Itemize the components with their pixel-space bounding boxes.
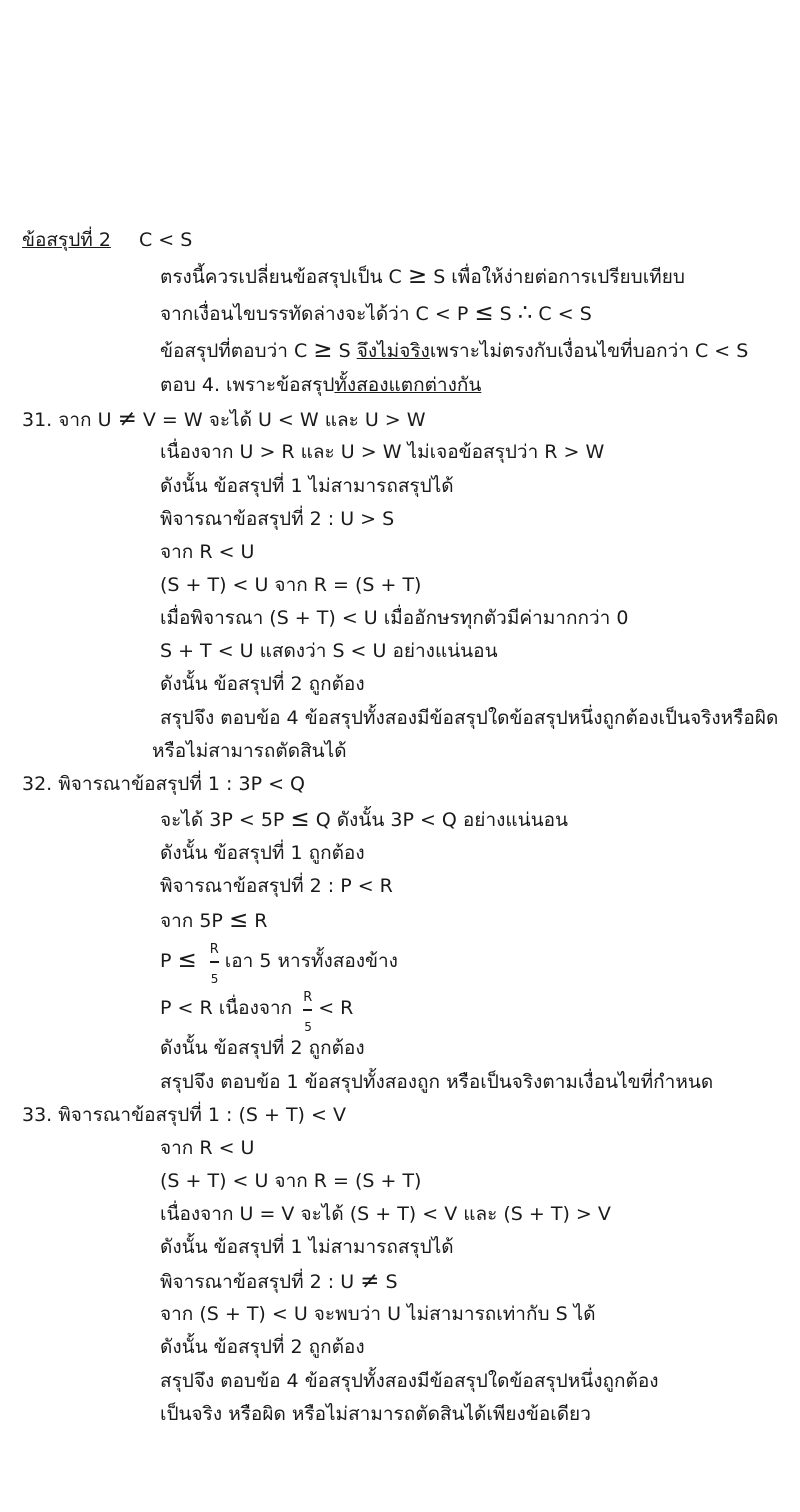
q31-line-7: S + T < U แสดงว่า S < U อย่างแน่นอน <box>160 640 498 662</box>
q33-line-5 <box>160 1267 398 1296</box>
underlined-text: จึงไม่จริง <box>356 340 430 362</box>
denominator: 5 <box>210 972 219 986</box>
q31-line-1: เนื่องจาก U > R และ U > W ไม่เจอข้อสรุปว่า R > W <box>160 441 605 463</box>
text: ตอบ 4. เพราะข้อสรุป <box>160 374 335 396</box>
fraction-r-over-5 <box>302 990 314 1034</box>
leq-symbol: ≤ <box>228 907 249 933</box>
text: R <box>248 910 268 932</box>
q33-line-6: จาก (S + T) < U จะพบว่า U ไม่สามารถเท่ากับ S ได้ <box>160 1303 596 1325</box>
q32-line-3: พิจารณาข้อสรุปที่ 2 : P < R <box>160 875 393 897</box>
text: จากเงื่อนไขบรรทัดล่างจะได้ว่า C < P <box>160 303 475 325</box>
text: 31. จาก U <box>22 409 118 431</box>
q33-line-7: ดังนั้น ข้อสรุปที่ 2 ถูกต้อง <box>160 1336 365 1358</box>
q32-line-6 <box>160 990 354 1034</box>
text: จะได้ 3P < 5P <box>160 809 291 831</box>
q31-line-3: พิจารณาข้อสรุปที่ 2 : U > S <box>160 508 395 530</box>
text: < R <box>318 997 354 1019</box>
q32-line-2: ดังนั้น ข้อสรุปที่ 1 ถูกต้อง <box>160 842 365 864</box>
q31-line-4: จาก R < U <box>160 541 255 563</box>
text: V = W จะได้ U < W และ U > W <box>136 409 426 431</box>
q31-line-10: หรือไม่สามารถตัดสินได้ <box>152 740 347 762</box>
conclusion-2-label: ข้อสรุปที่ 2 <box>22 229 111 251</box>
text: C < S <box>532 303 592 325</box>
conclusion-2-heading <box>22 226 192 254</box>
text: จาก 5P <box>160 910 229 932</box>
q31-line-5: (S + T) < U จาก R = (S + T) <box>160 574 422 596</box>
q32-heading: 32. พิจารณาข้อสรุปที่ 1 : 3P < Q <box>22 773 305 795</box>
numerator: R <box>209 942 219 957</box>
text: เอา 5 หารทั้งสองข้าง <box>224 950 398 972</box>
conclusion-2-line-2 <box>160 299 592 328</box>
q32-line-4 <box>160 906 267 935</box>
neq-symbol: ≠ <box>117 406 137 432</box>
leq-symbol: ≤ <box>290 806 310 832</box>
conclusion-2-line-1 <box>160 262 685 291</box>
text: พิจารณาข้อสรุปที่ 2 : U <box>160 1271 361 1293</box>
text: S <box>379 1271 398 1293</box>
q33-line-3: เนื่องจาก U = V จะได้ (S + T) < V และ (S + T) > V <box>160 1203 611 1225</box>
q33-heading: 33. พิจารณาข้อสรุปที่ 1 : (S + T) < V <box>22 1104 346 1126</box>
text: ข้อสรุปที่ตอบว่า C <box>160 340 314 362</box>
conclusion-2-answer <box>160 371 481 399</box>
conclusion-2-expr: C < S <box>138 229 193 251</box>
text: เพราะไม่ตรงกับเงื่อนไขที่บอกว่า C < S <box>429 340 749 362</box>
q33-line-1: จาก R < U <box>160 1137 255 1159</box>
q32-line-7: ดังนั้น ข้อสรุปที่ 2 ถูกต้อง <box>160 1037 365 1059</box>
leq-symbol: ≤ <box>177 947 197 973</box>
geq-symbol: ≥ <box>313 337 333 363</box>
leq-symbol: ≤ <box>474 300 494 326</box>
conclusion-2-line-3 <box>160 336 748 365</box>
q31-line-9: สรุปจึง ตอบข้อ 4 ข้อสรุปทั้งสองมีข้อสรุปใดข้อสรุปหนึ่งถูกต้องเป็นจริงหรือผิด <box>160 707 779 729</box>
q32-line-1 <box>160 805 568 834</box>
text: P <box>160 950 178 972</box>
q31-line-2: ดังนั้น ข้อสรุปที่ 1 ไม่สามารถสรุปได้ <box>160 475 454 497</box>
fraction-r-over-5 <box>209 942 221 986</box>
q33-line-4: ดังนั้น ข้อสรุปที่ 1 ไม่สามารถสรุปได้ <box>160 1236 454 1258</box>
text: S เพื่อให้ง่ายต่อการเปรียบเทียบ <box>427 266 685 288</box>
therefore-symbol: ∴ <box>517 300 533 326</box>
q32-line-5 <box>160 942 398 986</box>
denominator: 5 <box>304 1020 312 1034</box>
q33-line-9: เป็นจริง หรือผิด หรือไม่สามารถตัดสินได้เพียงข้อเดียว <box>160 1403 591 1425</box>
q33-line-8: สรุปจึง ตอบข้อ 4 ข้อสรุปทั้งสองมีข้อสรุปใดข้อสรุปหนึ่งถูกต้อง <box>160 1370 659 1392</box>
text: P < R เนื่องจาก <box>160 997 299 1019</box>
text: Q ดังนั้น 3P < Q อย่างแน่นอน <box>309 809 569 831</box>
q31-line-8: ดังนั้น ข้อสรุปที่ 2 ถูกต้อง <box>160 673 365 695</box>
q32-line-8: สรุปจึง ตอบข้อ 1 ข้อสรุปทั้งสองถูก หรือเป็นจริงตามเงื่อนไขที่กำหนด <box>160 1071 714 1093</box>
geq-symbol: ≥ <box>407 263 428 289</box>
text: S <box>332 340 357 362</box>
q31-heading <box>22 405 426 434</box>
numerator: R <box>303 990 313 1005</box>
text: S <box>493 303 518 325</box>
underlined-text: ทั้งสองแตกต่างกัน <box>334 374 482 396</box>
q33-line-2: (S + T) < U จาก R = (S + T) <box>160 1170 422 1192</box>
neq-symbol: ≠ <box>360 1268 380 1294</box>
text: ตรงนี้ควรเปลี่ยนข้อสรุปเป็น C <box>160 266 408 288</box>
q31-line-6: เมื่อพิจารณา (S + T) < U เมื่ออักษรทุกตัวมีค่ามากกว่า 0 <box>160 607 629 629</box>
